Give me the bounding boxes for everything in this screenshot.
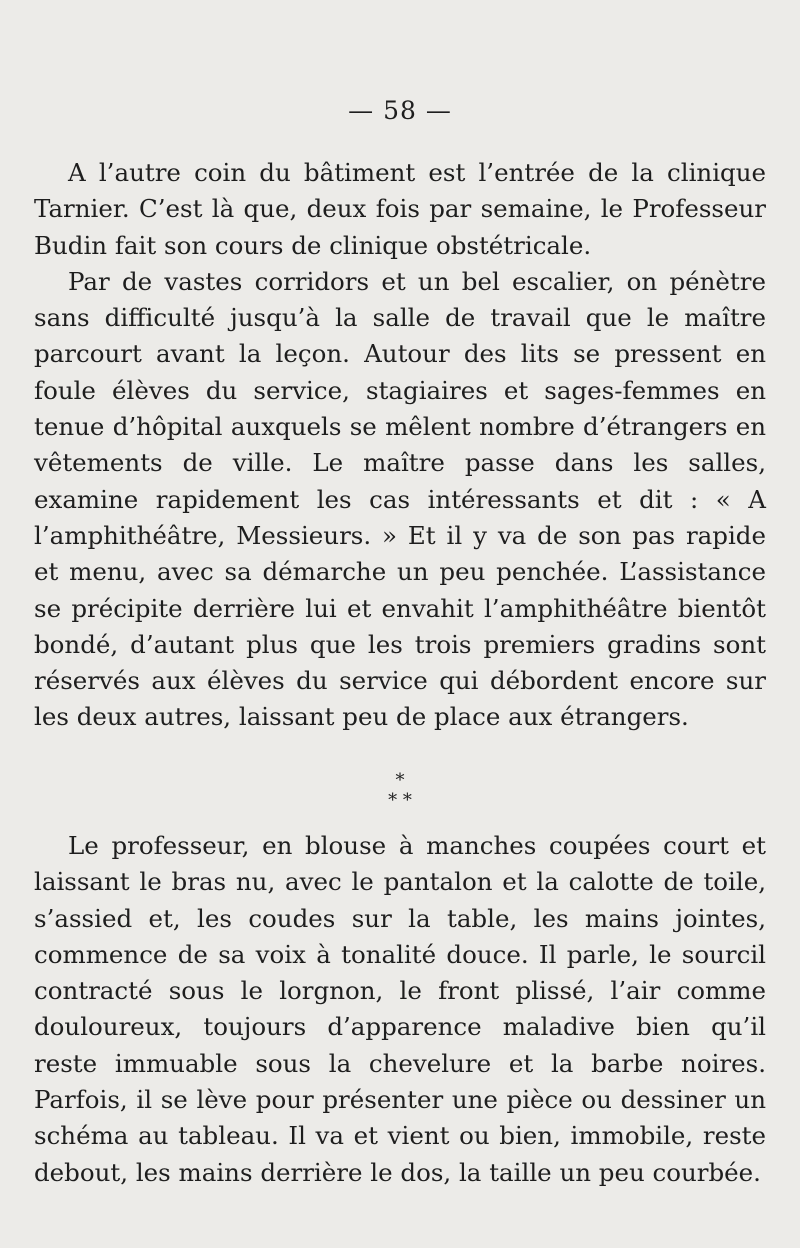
paragraph: Le professeur, en blouse à manches coupées court et laissant le bras nu, avec le pantalon et la calotte de toile, s’assied et, les coudes sur la table, les mains jointes, commence de sa voix à tonalité douce. Il parle, le sourcil contracté sous le lorgnon, le front plissé, l’air comme douloureux, toujours d’apparence maladive bien qu’il reste immuable sous la chevelure et la barbe noires. Parfois, il se lève pour présenter une pièce ou dessiner un schéma au tableau. Il va et vient ou bien, immobile, reste debout, les mains derrière le dos, la taille un peu courbée. [34,831,766,1187]
section-separator-bottom: * * [388,790,412,811]
text-section-after [34,828,766,1191]
paragraph: Par de vastes corridors et un bel escalier, on pénètre sans difficulté jusqu’à la salle de travail que le maître parcourt avant la leçon. Autour des lits se pressent en foule élèves du service, stagiaires et sages-femmes en tenue d’hôpital auxquels se mêlent nombre d’étrangers en vêtements de ville. Le maître passe dans les salles, examine rapidement les cas intéressants et dit : « A l’amphithéâtre, Messieurs. » Et il y va de son pas rapide et menu, avec sa démarche un peu penchée. L’assistance se précipite derrière lui et envahit l’amphithéâtre bientôt bondé, d’autant plus que les trois premiers gradins sont réservés aux élèves du service qui débordent encore sur les deux autres, laissant peu de place aux étrangers. [34,266,766,732]
text-section-before [34,155,766,736]
page-number: — 58 — [348,96,452,125]
paragraph: A l’autre coin du bâtiment est l’entrée de la clinique Tarnier. C’est là que, deux fois par semaine, le Professeur Budin fait son cours de clinique obstétricale. [34,158,766,260]
section-separator-top: * [395,770,405,791]
